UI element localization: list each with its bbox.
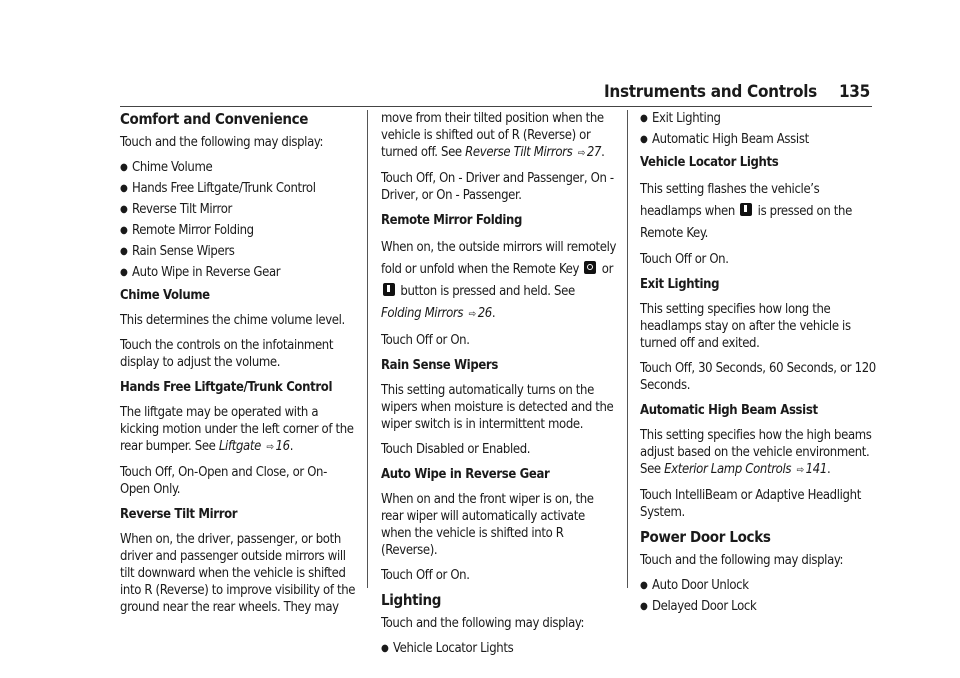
intro-text: Touch and the following may display: — [381, 616, 585, 631]
heading-chime-volume: Chime Volume — [120, 288, 210, 303]
paragraph: Touch Off, 30 Seconds, 60 Seconds, or 120 Seconds. — [640, 361, 876, 393]
list-item: ● Reverse Tilt Mirror — [120, 201, 356, 218]
heading-reverse-tilt-mirror: Reverse Tilt Mirror — [120, 507, 238, 522]
punctuation: . — [601, 145, 605, 160]
reference-link-liftgate[interactable]: Liftgate — [218, 439, 261, 454]
paragraph-text: This setting specifies how the high beams adjust based on the vehicle environment. See — [640, 428, 872, 477]
page-ref-arrow-icon: ⇨ — [468, 309, 476, 320]
remote-lock-icon — [584, 261, 596, 274]
paragraph — [120, 404, 356, 456]
reference-link-folding-mirrors[interactable]: Folding Mirrors — [381, 306, 464, 321]
paragraph-text: The liftgate may be operated with a kicking motion under the left corner of the rear bumper. See — [120, 405, 354, 454]
list-item: ● Chime Volume — [120, 159, 356, 176]
paragraph: Touch the controls on the infotainment display to adjust the volume. — [120, 338, 334, 370]
list-item: ● Exit Lighting — [640, 110, 876, 127]
tall-paragraph — [640, 179, 876, 245]
paragraph-text: or — [598, 262, 614, 277]
column-divider — [627, 110, 628, 588]
paragraph: This setting specifies how long the headlamps stay on after the vehicle is turned off and exited. — [640, 302, 851, 351]
paragraph-text: When on, the outside mirrors will remotely fold or unfold when the Remote Key — [381, 240, 617, 277]
intro-text: Touch and the following may display: — [120, 135, 324, 150]
heading-exit-lighting: Exit Lighting — [640, 277, 720, 292]
paragraph-text: This setting flashes the vehicle’s headlamps when — [640, 182, 820, 219]
column-2 — [381, 110, 617, 663]
list-item: ● Hands Free Liftgate/Trunk Control — [120, 180, 356, 197]
column-divider — [367, 110, 368, 588]
comfort-bullet-list — [120, 159, 356, 281]
paragraph: Touch IntelliBeam or Adaptive Headlight System. — [640, 488, 861, 520]
list-item: ● Auto Door Unlock — [640, 577, 876, 594]
heading-power-door-locks: Power Door Locks — [640, 528, 771, 546]
paragraph: This determines the chime volume level. — [120, 313, 345, 328]
heading-hands-free-liftgate: Hands Free Liftgate/Trunk Control — [120, 380, 333, 395]
page-ref-arrow-icon: ⇨ — [577, 148, 585, 159]
punctuation: . — [826, 462, 831, 477]
paragraph: Touch Off, On - Driver and Passenger, On - Driver, or On - Passenger. — [381, 171, 614, 203]
paragraph: Touch Off, On-Open and Close, or On-Open Only. — [120, 465, 327, 497]
paragraph: Touch Off or On. — [381, 568, 470, 583]
remote-unlock-icon — [383, 283, 395, 296]
list-item: ● Delayed Door Lock — [640, 598, 876, 615]
paragraph — [381, 110, 617, 162]
heading-rain-sense-wipers: Rain Sense Wipers — [381, 358, 498, 373]
paragraph: When on and the front wiper is on, the rear wiper will automatically activate when the vehicle is shifted into R (Reverse). — [381, 492, 594, 558]
reference-page[interactable]: 141 — [805, 462, 827, 477]
tall-paragraph — [381, 237, 617, 326]
header-section-title — [570, 82, 870, 102]
list-item: ● Automatic High Beam Assist — [640, 131, 876, 148]
remote-unlock-icon — [740, 203, 752, 216]
list-item: ● Rain Sense Wipers — [120, 243, 356, 260]
reference-page[interactable]: 16 — [275, 439, 290, 454]
heading-vehicle-locator-lights: Vehicle Locator Lights — [640, 155, 779, 170]
column-1 — [120, 110, 356, 624]
header-section: Instruments and Controls — [603, 82, 817, 102]
header-rule — [120, 106, 872, 107]
paragraph: Touch Off or On. — [640, 252, 729, 267]
column-3 — [640, 110, 876, 621]
paragraph — [640, 427, 876, 479]
paragraph-text: button is pressed and held. See — [397, 284, 575, 299]
list-item: ● Remote Mirror Folding — [120, 222, 356, 239]
heading-comfort-convenience: Comfort and Convenience — [120, 110, 309, 128]
paragraph-text: is pressed on the Remote Key. — [640, 204, 852, 241]
reference-link-exterior-lamp-controls[interactable]: Exterior Lamp Controls — [664, 462, 792, 477]
paragraph — [640, 179, 876, 245]
list-item: ● Auto Wipe in Reverse Gear — [120, 264, 356, 281]
page-number: 135 — [838, 82, 870, 102]
paragraph: Touch Off or On. — [381, 333, 470, 348]
paragraph: Touch Disabled or Enabled. — [381, 442, 531, 457]
list-item: ● Vehicle Locator Lights — [381, 640, 617, 657]
reference-page[interactable]: 27 — [586, 145, 602, 160]
heading-lighting: Lighting — [381, 591, 442, 609]
lighting-bullet-list — [381, 640, 617, 657]
reference-page[interactable]: 26 — [477, 306, 492, 321]
page-ref-arrow-icon: ⇨ — [266, 442, 274, 453]
intro-text: Touch and the following may display: — [640, 553, 844, 568]
paragraph: When on, the driver, passenger, or both driver and passenger outside mirrors will tilt downward when the vehicle is shifted into R (Reverse) to improve visibility of the ground near the rear wheels. They may — [120, 532, 356, 615]
lighting-bullet-list-cont — [640, 110, 876, 148]
page-ref-arrow-icon: ⇨ — [796, 465, 804, 476]
heading-auto-wipe-reverse: Auto Wipe in Reverse Gear — [381, 467, 550, 482]
heading-remote-mirror-folding: Remote Mirror Folding — [381, 213, 523, 228]
door-locks-bullet-list — [640, 577, 876, 615]
heading-auto-high-beam: Automatic High Beam Assist — [640, 403, 818, 418]
punctuation: . — [289, 439, 294, 454]
paragraph — [381, 237, 617, 326]
reference-link-reverse-tilt-mirrors[interactable]: Reverse Tilt Mirrors — [465, 145, 573, 160]
paragraph: This setting automatically turns on the wipers when moisture is detected and the wiper switch is in intermittent mode. — [381, 383, 614, 432]
paragraph-text: move from their tilted position when the vehicle is shifted out of R (Reverse) or turned off. See — [381, 111, 604, 160]
punctuation: . — [491, 306, 496, 321]
